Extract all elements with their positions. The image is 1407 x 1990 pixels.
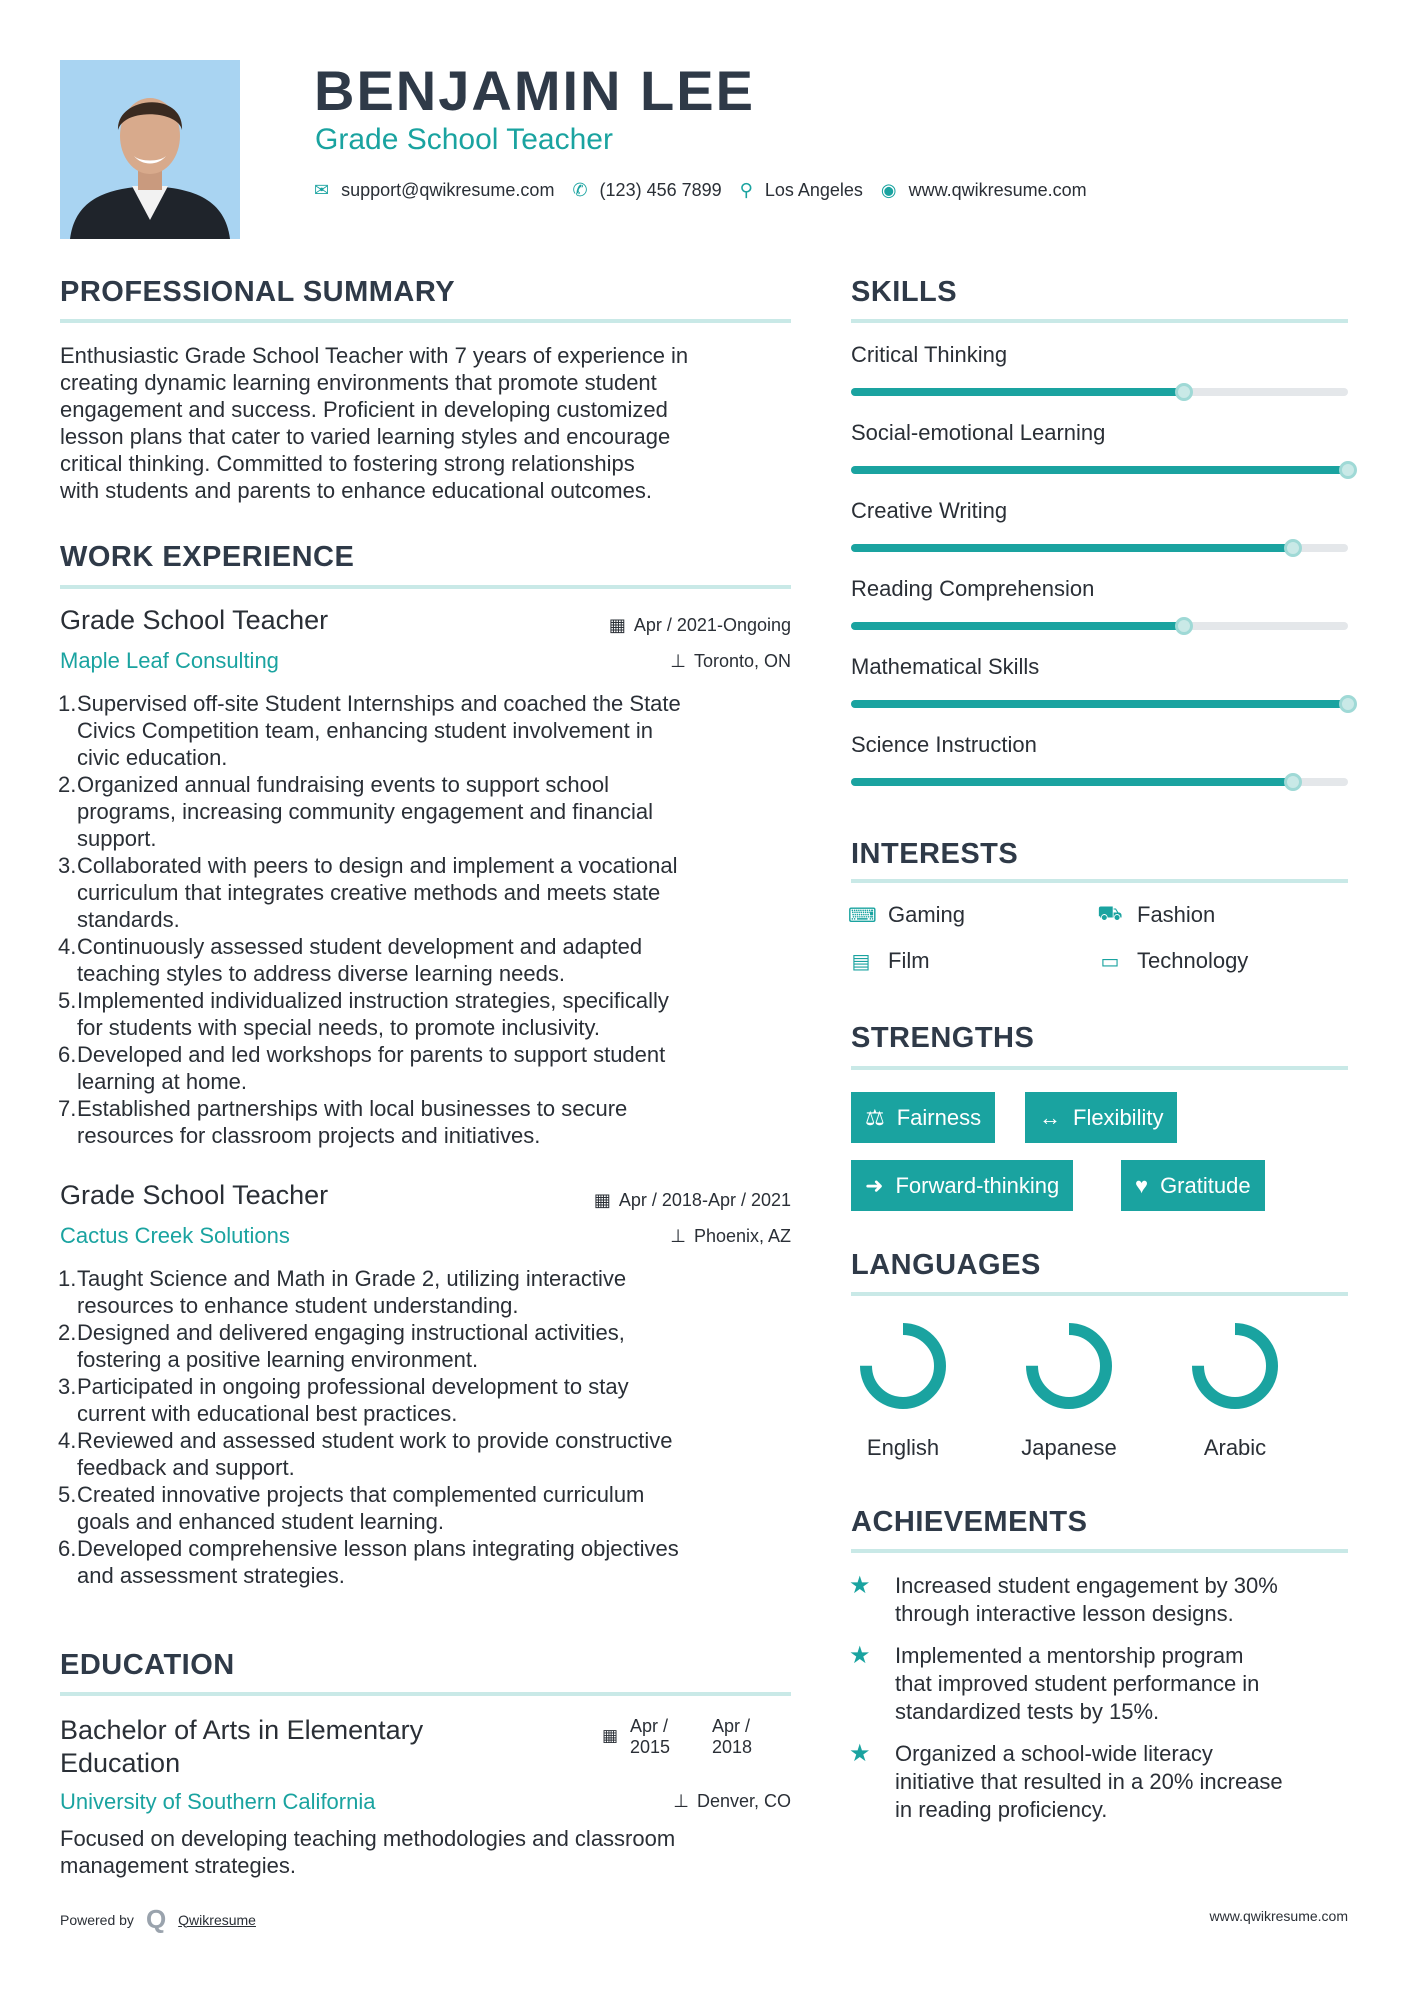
list-number: 4. bbox=[58, 1428, 77, 1453]
job-1-title: Grade School Teacher bbox=[60, 605, 329, 635]
education-start-year: 2015 bbox=[630, 1737, 671, 1757]
person-silhouette-icon bbox=[60, 60, 240, 239]
education-location bbox=[673, 1791, 791, 1812]
education-end-year: 2018 bbox=[712, 1737, 753, 1757]
education-school: University of Southern California bbox=[60, 1789, 376, 1814]
job-1-dates bbox=[609, 615, 791, 636]
achievements-list bbox=[849, 1572, 1349, 1838]
list-number: 2. bbox=[58, 772, 77, 797]
skill-bar-track bbox=[851, 622, 1348, 630]
skill-bar-knob bbox=[1175, 383, 1193, 401]
contact-website[interactable]: www.qwikresume.com bbox=[908, 180, 1087, 200]
footer-powered-label: Powered by bbox=[60, 1911, 134, 1928]
pushpin-icon: ⊥ bbox=[670, 1226, 686, 1246]
list-number: 5. bbox=[58, 988, 77, 1013]
skill-bar-knob bbox=[1175, 617, 1193, 635]
education-degree bbox=[60, 1714, 423, 1780]
list-text bbox=[77, 1427, 673, 1481]
list-text bbox=[77, 1373, 629, 1427]
candidate-role: Grade School Teacher bbox=[315, 123, 613, 156]
education-divider bbox=[60, 1692, 791, 1696]
skill-bar-fill bbox=[851, 700, 1348, 708]
list-text-line: standards. bbox=[77, 907, 180, 932]
job-1-location bbox=[670, 651, 791, 672]
summary-text bbox=[60, 342, 795, 504]
list-text-line: Collaborated with peers to design and implement a vocational bbox=[77, 853, 678, 878]
list-text bbox=[77, 1319, 625, 1373]
phone-icon: ✆ bbox=[572, 180, 588, 200]
skills-heading: SKILLS bbox=[851, 276, 958, 308]
achievement-text-line: Organized a school-wide literacy bbox=[895, 1741, 1213, 1766]
education-description-line-2: management strategies. bbox=[60, 1853, 297, 1878]
language-ring bbox=[851, 1318, 971, 1418]
job-1-bullets bbox=[58, 690, 798, 1149]
list-number: 2. bbox=[58, 1320, 77, 1345]
list-text-line: Reviewed and assessed student work to provide constructive bbox=[77, 1428, 673, 1453]
education-start-month: Apr / bbox=[630, 1716, 669, 1736]
list-number: 3. bbox=[58, 1374, 77, 1399]
list-number: 7. bbox=[58, 1096, 77, 1121]
qwikresume-logo-icon: Q bbox=[145, 1904, 167, 1934]
pushpin-icon: ⊥ bbox=[670, 651, 686, 671]
skill-label: Reading Comprehension bbox=[851, 576, 1095, 601]
globe-icon: ◉ bbox=[880, 180, 897, 200]
job-2-company: Cactus Creek Solutions bbox=[60, 1223, 290, 1248]
skill-bar-knob bbox=[1284, 539, 1302, 557]
list-item bbox=[58, 1535, 798, 1589]
achievement-text-line: through interactive lesson designs. bbox=[895, 1601, 1234, 1626]
list-number: 6. bbox=[58, 1536, 77, 1561]
list-item bbox=[58, 1041, 798, 1095]
education-end-month: Apr / bbox=[712, 1716, 751, 1736]
summary-divider bbox=[60, 319, 791, 323]
list-item bbox=[58, 690, 798, 771]
calendar-icon: ▦ bbox=[602, 1726, 619, 1745]
job-2-location bbox=[670, 1226, 791, 1247]
list-text-line: learning at home. bbox=[77, 1069, 247, 1094]
list-text-line: Civics Competition team, enhancing student involvement in bbox=[77, 718, 653, 743]
list-item bbox=[58, 1095, 798, 1149]
list-text-line: Continuously assessed student development and adapted bbox=[77, 934, 643, 959]
interests-divider bbox=[851, 879, 1348, 883]
skill-row bbox=[851, 342, 1348, 368]
achievement-text-line: that improved student performance in bbox=[895, 1671, 1260, 1696]
skill-bar-fill bbox=[851, 544, 1293, 552]
education-end-date bbox=[712, 1716, 752, 1758]
skill-bar-track bbox=[851, 778, 1348, 786]
strengths-divider bbox=[851, 1066, 1348, 1070]
skill-bar-knob bbox=[1284, 773, 1302, 791]
education-degree-line-2: Education bbox=[60, 1748, 181, 1778]
language-label: Arabic bbox=[1203, 1435, 1267, 1460]
experience-heading: WORK EXPERIENCE bbox=[60, 541, 355, 573]
list-text bbox=[77, 1265, 626, 1319]
list-text-line: support. bbox=[77, 826, 157, 851]
education-heading: EDUCATION bbox=[60, 1649, 235, 1681]
languages-heading: LANGUAGES bbox=[851, 1249, 1041, 1281]
list-text-line: current with educational best practices. bbox=[77, 1401, 458, 1426]
skill-row bbox=[851, 576, 1348, 602]
candidate-name: BENJAMIN LEE bbox=[314, 59, 755, 122]
list-item bbox=[58, 1319, 798, 1373]
list-number: 3. bbox=[58, 853, 77, 878]
envelope-icon: ✉ bbox=[314, 180, 330, 200]
summary-line: engagement and success. Proficient in developing customized bbox=[60, 397, 668, 422]
skill-bar-knob bbox=[1339, 695, 1357, 713]
achievement-text-line: Increased student engagement by 30% bbox=[895, 1573, 1278, 1598]
achievement-item bbox=[849, 1642, 1349, 1726]
list-text-line: Participated in ongoing professional development to stay bbox=[77, 1374, 629, 1399]
list-text-line: Established partnerships with local businesses to secure bbox=[77, 1096, 628, 1121]
skills-divider bbox=[851, 319, 1348, 323]
job-1-company: Maple Leaf Consulting bbox=[60, 648, 279, 673]
film-icon: ▤ bbox=[851, 950, 871, 973]
list-text-line: feedback and support. bbox=[77, 1455, 295, 1480]
list-text-line: and assessment strategies. bbox=[77, 1563, 345, 1588]
summary-line: critical thinking. Committed to fostering strong relationships bbox=[60, 451, 635, 476]
list-item bbox=[58, 987, 798, 1041]
strengths-heading: STRENGTHS bbox=[851, 1022, 1035, 1054]
contact-email[interactable]: support@qwikresume.com bbox=[341, 180, 555, 200]
list-text-line: resources to enhance student understanding. bbox=[77, 1293, 519, 1318]
skill-bar-track bbox=[851, 544, 1348, 552]
language-item bbox=[1183, 1318, 1303, 1461]
list-number: 4. bbox=[58, 934, 77, 959]
education-description-line-1: Focused on developing teaching methodologies and classroom bbox=[60, 1826, 676, 1851]
arrows-horizontal-icon: ↔ bbox=[1039, 1104, 1061, 1130]
skill-row bbox=[851, 420, 1348, 446]
list-text-line: Developed comprehensive lesson plans integrating objectives bbox=[77, 1536, 679, 1561]
interest-technology bbox=[1097, 948, 1248, 974]
list-text-line: Implemented individualized instruction strategies, specifically bbox=[77, 988, 669, 1013]
calendar-icon: ▦ bbox=[608, 615, 626, 635]
job-2-dates-text: Apr / 2018-Apr / 2021 bbox=[618, 1190, 791, 1210]
gamepad-icon: ⌨ bbox=[848, 904, 877, 927]
list-text bbox=[77, 1095, 627, 1149]
language-item bbox=[851, 1318, 971, 1461]
summary-line: lesson plans that cater to varied learning styles and encourage bbox=[60, 424, 671, 449]
skill-bar-fill bbox=[851, 778, 1293, 786]
job-1-dates-text: Apr / 2021-Ongoing bbox=[633, 615, 791, 635]
summary-heading: PROFESSIONAL SUMMARY bbox=[60, 276, 456, 308]
interests-heading: INTERESTS bbox=[851, 838, 1019, 870]
list-text bbox=[77, 690, 681, 771]
map-pin-icon: ⚲ bbox=[739, 180, 753, 200]
languages-list bbox=[851, 1318, 1348, 1468]
interest-film-label: Film bbox=[888, 948, 930, 973]
languages-divider bbox=[851, 1292, 1348, 1296]
list-text bbox=[77, 987, 669, 1041]
balance-scale-icon: ⚖ bbox=[865, 1104, 885, 1130]
list-text-line: Created innovative projects that complemented curriculum bbox=[77, 1482, 645, 1507]
achievement-item bbox=[849, 1572, 1349, 1628]
strength-flexibility-label: Flexibility bbox=[1073, 1104, 1164, 1130]
list-text-line: fostering a positive learning environment. bbox=[77, 1347, 479, 1372]
summary-line: Enthusiastic Grade School Teacher with 7 years of experience in bbox=[60, 343, 689, 368]
education-location-text: Denver, CO bbox=[696, 1791, 791, 1811]
summary-line: creating dynamic learning environments that promote student bbox=[60, 370, 657, 395]
footer-powered-by bbox=[60, 1904, 256, 1935]
footer-brand-link[interactable]: Qwikresume bbox=[178, 1911, 256, 1928]
list-text-line: resources for classroom projects and initiatives. bbox=[77, 1123, 541, 1148]
star-badge-icon: ★ bbox=[849, 1740, 871, 1767]
interest-film bbox=[848, 948, 930, 974]
list-text-line: civic education. bbox=[77, 745, 228, 770]
achievements-divider bbox=[851, 1549, 1348, 1553]
job-1-location-text: Toronto, ON bbox=[693, 651, 791, 671]
strength-gratitude-label: Gratitude bbox=[1160, 1172, 1251, 1198]
skill-row bbox=[851, 654, 1348, 680]
interest-gaming bbox=[848, 902, 965, 928]
summary-line: with students and parents to enhance educational outcomes. bbox=[60, 478, 652, 503]
list-text bbox=[77, 1481, 644, 1535]
achievement-text bbox=[895, 1642, 1259, 1726]
star-badge-icon: ★ bbox=[849, 1572, 871, 1599]
language-item bbox=[1017, 1318, 1137, 1461]
achievement-text-line: Implemented a mentorship program bbox=[895, 1643, 1244, 1668]
skill-bar-fill bbox=[851, 622, 1184, 630]
heart-icon: ♥ bbox=[1135, 1172, 1149, 1198]
list-item bbox=[58, 1481, 798, 1535]
skill-label: Science Instruction bbox=[851, 732, 1037, 757]
list-item bbox=[58, 1373, 798, 1427]
achievement-text-line: initiative that resulted in a 20% increase bbox=[895, 1769, 1283, 1794]
interest-fashion bbox=[1097, 902, 1215, 928]
list-text-line: Organized annual fundraising events to support school bbox=[77, 772, 610, 797]
language-ring bbox=[1017, 1318, 1137, 1418]
list-number: 1. bbox=[58, 691, 77, 716]
skill-row bbox=[851, 732, 1348, 758]
achievement-text-line: standardized tests by 15%. bbox=[895, 1699, 1160, 1724]
language-label: Japanese bbox=[1021, 1435, 1117, 1460]
list-item bbox=[58, 933, 798, 987]
list-text-line: Supervised off-site Student Internships and coached the State bbox=[77, 691, 681, 716]
skill-label: Creative Writing bbox=[851, 498, 1008, 523]
list-text bbox=[77, 771, 653, 852]
list-number: 5. bbox=[58, 1482, 77, 1507]
achievement-text-line: in reading proficiency. bbox=[895, 1797, 1108, 1822]
star-badge-icon: ★ bbox=[849, 1642, 871, 1669]
skill-bar-fill bbox=[851, 388, 1184, 396]
education-degree-line-1: Bachelor of Arts in Elementary bbox=[60, 1715, 424, 1745]
job-2-location-text: Phoenix, AZ bbox=[693, 1226, 791, 1246]
job-2-title: Grade School Teacher bbox=[60, 1180, 329, 1210]
strength-forward-thinking-label: Forward-thinking bbox=[895, 1172, 1060, 1198]
strength-gratitude bbox=[1121, 1160, 1265, 1211]
education-start-date bbox=[630, 1716, 670, 1758]
skill-label: Mathematical Skills bbox=[851, 654, 1040, 679]
pushpin-icon: ⊥ bbox=[673, 1791, 689, 1811]
list-text-line: teaching styles to address diverse learning needs. bbox=[77, 961, 565, 986]
list-text-line: for students with special needs, to promote inclusivity. bbox=[77, 1015, 600, 1040]
list-number: 1. bbox=[58, 1266, 77, 1291]
job-2-dates bbox=[594, 1190, 791, 1211]
job-2-bullets bbox=[58, 1265, 798, 1589]
list-text-line: Taught Science and Math in Grade 2, utilizing interactive bbox=[77, 1266, 627, 1291]
list-item bbox=[58, 852, 798, 933]
footer-url[interactable]: www.qwikresume.com bbox=[1209, 1908, 1348, 1924]
education-description bbox=[60, 1825, 800, 1879]
contact-bar bbox=[314, 180, 1087, 201]
achievement-text bbox=[895, 1572, 1278, 1628]
contact-location: Los Angeles bbox=[764, 180, 863, 200]
laptop-icon: ▭ bbox=[1100, 950, 1120, 973]
arrow-right-icon: ➜ bbox=[865, 1172, 884, 1198]
list-item bbox=[58, 1427, 798, 1481]
strength-forward-thinking bbox=[851, 1160, 1073, 1211]
list-item bbox=[58, 1265, 798, 1319]
strength-fairness bbox=[851, 1092, 995, 1143]
list-text-line: Designed and delivered engaging instructional activities, bbox=[77, 1320, 625, 1345]
skill-row bbox=[851, 498, 1348, 524]
strength-fairness-label: Fairness bbox=[896, 1104, 982, 1130]
interest-fashion-label: Fashion bbox=[1137, 902, 1216, 927]
list-text-line: goals and enhanced student learning. bbox=[77, 1509, 444, 1534]
list-text-line: Developed and led workshops for parents to support student bbox=[77, 1042, 666, 1067]
list-text bbox=[77, 1041, 665, 1095]
achievement-text bbox=[895, 1740, 1283, 1824]
achievement-item bbox=[849, 1740, 1349, 1824]
profile-photo bbox=[60, 60, 240, 239]
interest-gaming-label: Gaming bbox=[888, 902, 966, 927]
skill-label: Social-emotional Learning bbox=[851, 420, 1106, 445]
language-label: English bbox=[866, 1435, 940, 1460]
calendar-icon: ▦ bbox=[593, 1190, 611, 1210]
skill-label: Critical Thinking bbox=[851, 342, 1008, 367]
contact-phone[interactable]: (123) 456 7899 bbox=[599, 180, 722, 200]
skill-bar-track bbox=[851, 388, 1348, 396]
language-ring bbox=[1183, 1318, 1303, 1418]
list-text bbox=[77, 933, 642, 987]
skill-bar-track bbox=[851, 466, 1348, 474]
shopping-bag-icon: ⛟ bbox=[1097, 902, 1123, 925]
interest-technology-label: Technology bbox=[1137, 948, 1249, 973]
list-text-line: programs, increasing community engagement and financial bbox=[77, 799, 653, 824]
skill-bar-track bbox=[851, 700, 1348, 708]
skill-bar-knob bbox=[1339, 461, 1357, 479]
list-text-line: curriculum that integrates creative methods and meets state bbox=[77, 880, 661, 905]
list-text bbox=[77, 1535, 679, 1589]
achievements-heading: ACHIEVEMENTS bbox=[851, 1506, 1088, 1538]
strength-flexibility bbox=[1025, 1092, 1177, 1143]
skill-bar-fill bbox=[851, 466, 1348, 474]
experience-divider bbox=[60, 585, 791, 589]
list-number: 6. bbox=[58, 1042, 77, 1067]
list-text bbox=[77, 852, 677, 933]
list-item bbox=[58, 771, 798, 852]
